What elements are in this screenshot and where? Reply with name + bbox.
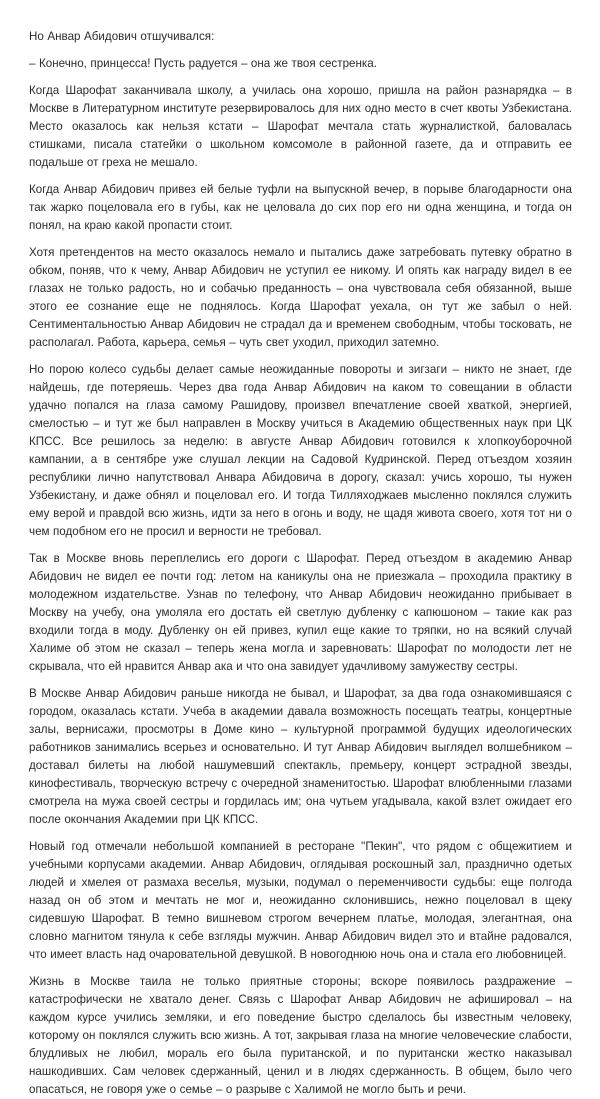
paragraph: Жизнь в Москве таила не только приятные стороны; вскоре появилось раздражение – катастрофически не хватало денег. Связь с Шарофат Анвар Абидович не афишировал – на каждом курсе учились земляки, и его поведение быстро сделалось бы известным человеку, которому он поклялся служить всю жизнь. А тот, закрывая глаза на многие человеческие слабости, блудливых не любил, мораль его была пуританской, и по пуритански жестко наказывал нашкодивших. Сам человек сдержанный, ценил и в людях сдержанность. В общем, было чего опасаться, не говоря уже о семье – о разрыве с Халимой не могло быть и речи. bbox=[29, 975, 572, 1096]
paragraph: Хотя претендентов на место оказалось немало и пытались даже затребовать путевку обратно в обком, поняв, что к чему, Анвар Абидович не уступил ее никому. И опять как награду видел в ее глазах не только радость, но и собачью преданность – она чувствовала себя обязанной, выше этого ее сознание еще не поднялось. Когда Шарофат уехала, он тут же забыл о ней. Сентиментальностью Анвар Абидович не страдал да и временем свободным, чтобы тосковать, не располагал. Работа, карьера, семья – чуть свет уходил, приходил затемно. bbox=[29, 246, 572, 349]
paragraph: Когда Анвар Абидович привез ей белые туфли на выпускной вечер, в порыве благодарности она так жарко поцеловала его в губы, как не целовала до сих пор его ни одна женщина, и тогда он понял, на краю какой пропасти стоит. bbox=[29, 183, 572, 232]
paragraph: В Москве Анвар Абидович раньше никогда не бывал, и Шарофат, за два года ознакомившаяся с городом, оказалась кстати. Учеба в академии давала возможность посещать театры, концертные залы, вернисажи, просмотры в Доме кино – культурной программой будущих идеологических работников занимались всерьез и основательно. И тут Анвар Абидович выглядел волшебником – доставал билеты на любой нашумевший спектакль, премьеру, концерт эстрадной звезды, кинофестиваль, творческую встречу с очередной знаменитостью. Шарофат влюбленными глазами смотрела на мужа своей сестры и гордилась им; она чутьем угадывала, какой взлет ожидает его после окончания Академии при ЦК КПСС. bbox=[29, 687, 572, 826]
paragraph: Когда Шарофат заканчивала школу, а училась она хорошо, пришла на район разнарядка – в Москве в Литературном институте резервировалось для них одно место в счет квоты Узбекистана. Место оказалось как нельзя кстати – Шарофат мечтала стать журналисткой, баловалась стишками, писала статейки о школьном комсомоле в районной газете, да и отправить ее подальше от греха не мешало. bbox=[29, 84, 572, 169]
paragraph: Новый год отмечали небольшой компанией в ресторане "Пекин", что рядом с общежитием и учебными корпусами академии. Анвар Абидович, оглядывая роскошный зал, празднично одетых людей и хмелея от размаха веселья, музыки, подумал о переменчивости судьбы: еще полгода назад он об этом и мечтать не мог и, неожиданно склонившись, нежно поцеловал в щеку сидевшую Шарофат. В темно вишневом строгом вечернем платье, молодая, элегантная, она словно магнитом тянула к себе взгляды мужчин. Анвар Абидович видел это и втайне радовался, что имеет власть над очаровательной девушкой. В новогоднюю ночь она и стала его любовницей. bbox=[29, 840, 572, 961]
paragraph: Так в Москве вновь переплелись его дороги с Шарофат. Перед отъездом в академию Анвар Абидович не видел ее почти год: летом на каникулы она не приезжала – проходила практику в молодежном издательстве. Узнав по телефону, что Анвар Абидович неожиданно прибывает в Москву на учебу, она умоляла его достать ей светлую дубленку с капюшоном – такие как раз входили тогда в моду. Дубленку он ей привез, купил еще какие то тряпки, но на всякий случай Халиме об этом не сказал – теперь жена могла и заревновать: Шарофат по молодости лет не скрывала, что ей нравится Анвар ака и что она завидует удачливому замужеству сестры. bbox=[29, 552, 572, 673]
document-text-body bbox=[29, 28, 572, 1099]
paragraph: Но Анвар Абидович отшучивался: bbox=[29, 30, 215, 43]
paragraph: – Конечно, принцесса! Пусть радуется – она же твоя сестренка. bbox=[29, 57, 377, 70]
paragraph: Но порою колесо судьбы делает самые неожиданные повороты и зигзаги – никто не знает, где найдешь, где потеряешь. Через два года Анвар Абидович на каком то совещании в области удачно попался на глаза самому Рашидову, произвел впечатление своей хваткой, энергией, смелостью – и тут же был направлен в Москву учиться в Академию общественных наук при ЦК КПСС. Все решилось за неделю: в августе Анвар Абидович готовился к хлопкоуборочной кампании, а в сентябре уже слушал лекции на Садовой Кудринской. Перед отъездом хозяин республики лично напутствовал Анвара Абидовича в дорогу, сказал: учись хорошо, ты нужен Узбекистану, и даже обнял и поцеловал его. И тогда Тилляходжаев мысленно поклялся служить ему верой и правдой всю жизнь, идти за него в огонь и воду, не щадя живота своего, хотя тот ни о чем подобном его не просил и верности не требовал. bbox=[29, 363, 572, 538]
